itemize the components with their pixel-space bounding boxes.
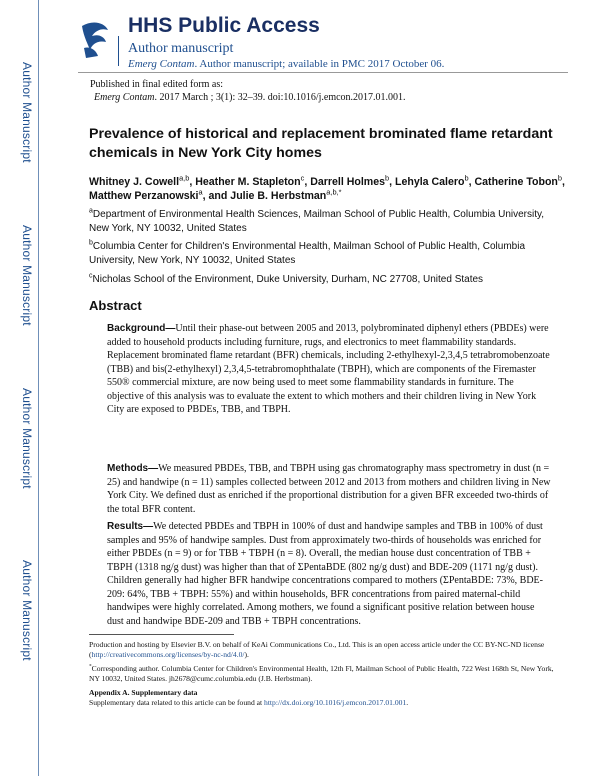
footnote-production: Production and hosting by Elsevier B.V. on behalf of KeAi Communications Co., Ltd. This is an open access article under the CC BY-NC-ND license (http://creativecommons.org/licenses/by-nc-nd/4.0/). (89, 640, 545, 659)
sidebar-divider (38, 0, 39, 776)
header-divider (78, 72, 568, 73)
footnote-divider (89, 634, 234, 635)
abstract-methods: Methods—We measured PBDEs, TBB, and TBPH using gas chromatography mass spectrometry in dust (n = 25) and handwipe (n = 11) samples collected between 2012 and 2013 from mothers and children living in New York City. We defined dust as enriched if the proportional distribution for a given BFR exceeded two-thirds of the total BFR content. (107, 463, 551, 515)
author-affiliation-mark: b (557, 173, 563, 183)
header-subtitle: Author manuscript (128, 41, 234, 56)
author-separator: , (468, 176, 475, 188)
author-name: Darrell Holmes (310, 176, 385, 188)
author-affiliation-mark: b (464, 173, 469, 183)
appendix-text: Supplementary data related to this article can be found at http://dx.doi.org/10.1016/j.emcon.2017.01.001. (89, 698, 409, 707)
affiliation-c: $^c$Nicholas School of the Environment, Duke University, Durham, NC 27708, United States (89, 272, 484, 285)
author-name: Heather M. Stapleton (195, 176, 301, 188)
abstract-heading: Abstract (89, 298, 142, 313)
author-name: Matthew Perzanowski (89, 190, 199, 202)
abstract-results: Results—We detected PBDEs and TBPH in 100% of dust and handwipe samples and TBB in 100% of dust samples and 95% of handwipe samples. Dust from approximately two-thirds of households was enriched for either PBDEs (n = 9) or for TBB + TBPH (n = 8). Overall, the median house dust concentration of TBB + TBPH (1318 ng/g dust) was higher than that of ΣPentaBDE (802 ng/g dust) and BDE-209 (1171 ng/g dust). Children generally had higher BFR handwipe concentrations compared to mothers (ΣPentaBDE: 73%, BDE-209: 64%, TBB + TBPH: 55%) and within households, BFR concentrations from paired maternal-child handwipes were highly correlated. Among mothers, we found a significant positive relation between house dust and handwipe BDE-209 and TBB + TBPH concentrations. (107, 521, 543, 627)
author-list (89, 175, 579, 203)
author-name: Catherine Tobon (474, 176, 558, 188)
author-affiliation-mark: a (198, 187, 203, 197)
sidebar-author-manuscript-label: Author Manuscript (20, 225, 34, 326)
author-separator: , (189, 176, 196, 188)
sidebar-author-manuscript-label: Author Manuscript (20, 388, 34, 489)
appendix-heading: Appendix A. Supplementary data (89, 688, 198, 697)
abstract-background: Background—Until their phase-out between 2005 and 2013, polybrominated diphenyl ethers (PBDEs) were added to household products including furniture, rugs, and electronics to meet flammability standards. Replacement brominated flame retardant (BFR) chemicals, including 2-ethylhexyl-2,3,4,5 tetrabromobenzoate (TBB) and bis(2-ethylhexyl) 2,3,4,5-tetrabromophthalate (TBPH), which are components of the Firemaster 550® commercial mixture, are now being used to meet some flammability standards in furniture. The objective of this analysis was to evaluate the extent to which mothers and their children living in New York City are exposed to PBDEs, TBB, and TBPH. (107, 323, 550, 415)
author-separator: , (389, 176, 396, 188)
author-affiliation-mark: c (300, 173, 305, 183)
author-name: Whitney J. Cowell (89, 176, 180, 188)
affiliation-a: $^a$Department of Environmental Health Sciences, Mailman School of Public Health, Columbia University, New York, NY 10032, United States (89, 207, 545, 234)
header-title: HHS Public Access (128, 14, 320, 37)
sidebar-author-manuscript-label: Author Manuscript (20, 560, 34, 661)
author-name: Julie B. Herbstman (230, 190, 327, 202)
hhs-eagle-logo-icon (78, 18, 112, 62)
appendix-doi-link[interactable]: http://dx.doi.org/10.1016/j.emcon.2017.01.001 (264, 698, 407, 707)
header-rule (118, 36, 119, 66)
publication-info: Published in final edited form as: Emerg Contam. 2017 March ; 3(1): 32–39. doi:10.1016/j.emcon.2017.01.001. (90, 79, 406, 103)
header-journal-line: Emerg Contam. Author manuscript; available in PMC 2017 October 06. (128, 58, 445, 70)
footnote-corresponding: *Corresponding author. Columbia Center for Children's Environmental Health, 12th Fl, Mailman School of Public Health, 722 West 168th St, New York, NY 10032, United States. jh2678@cumc.columbia.edu (J.B. Herbstman). (89, 663, 554, 683)
affiliation-b: $^b$Columbia Center for Children's Environmental Health, Mailman School of Public Health, Columbia University, New York, NY 10032, United States (89, 239, 526, 266)
license-link[interactable]: http://creativecommons.org/licenses/by-nc-nd/4.0/ (91, 649, 245, 659)
author-separator: , and (202, 190, 231, 202)
author-separator: , (304, 176, 311, 188)
article-title: Prevalence of historical and replacement brominated flame retardant chemicals in New York City homes (89, 126, 553, 161)
author-affiliation-mark: b (385, 173, 390, 183)
author-separator: , (562, 176, 565, 188)
author-name: Lehyla Calero (395, 176, 465, 188)
author-affiliation-mark: a,b,* (326, 187, 342, 197)
sidebar-author-manuscript-label: Author Manuscript (20, 62, 34, 163)
author-affiliation-mark: a,b (179, 173, 190, 183)
